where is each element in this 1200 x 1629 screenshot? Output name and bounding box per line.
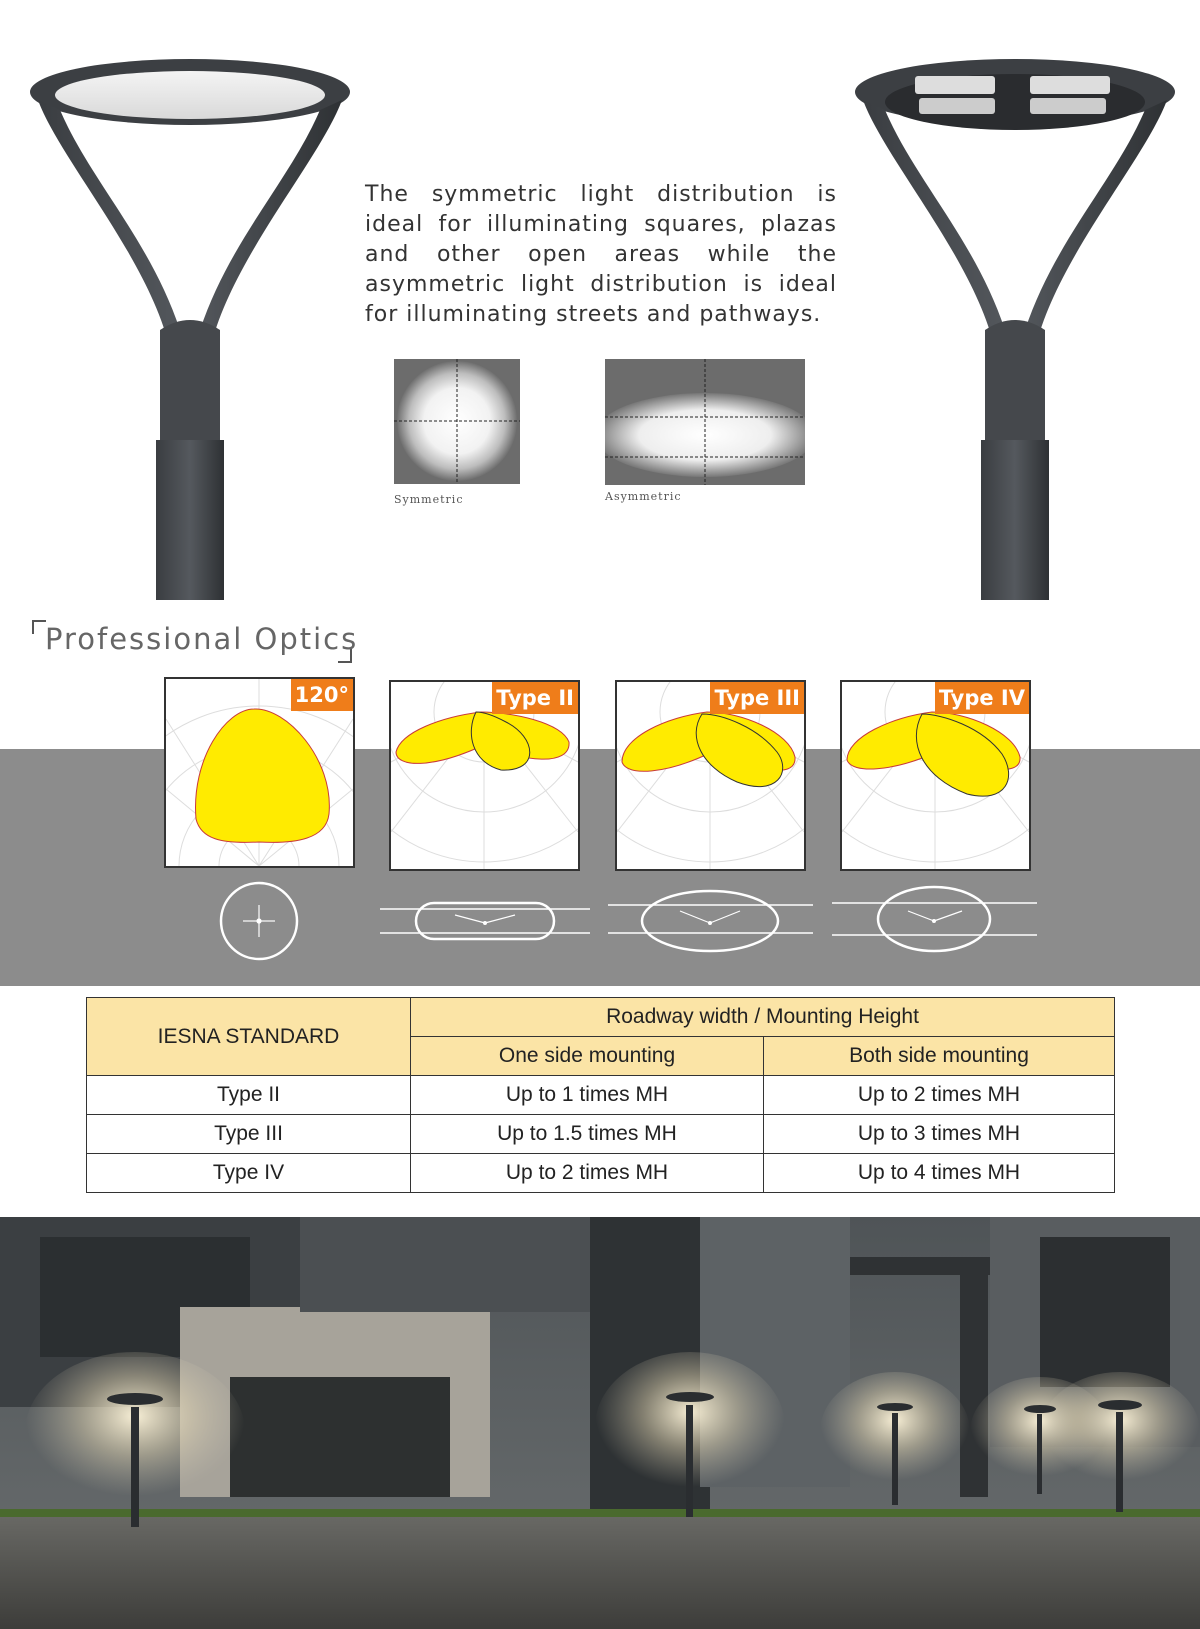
optic-panel-type-ii <box>389 680 580 871</box>
row-both-side: Up to 3 times MH <box>764 1115 1115 1154</box>
symmetric-distribution-image <box>394 359 520 484</box>
optic-panel-type-iii <box>615 680 806 871</box>
asymmetric-distribution-image <box>605 359 805 485</box>
one-side-header: One side mounting <box>411 1037 764 1076</box>
both-side-header: Both side mounting <box>764 1037 1115 1076</box>
row-type: Type II <box>87 1076 411 1115</box>
optic-tag-type-iii: Type III <box>710 682 804 714</box>
optic-tag-120: 120° <box>291 679 353 711</box>
symmetric-label: Symmetric <box>394 493 464 506</box>
row-one-side: Up to 1.5 times MH <box>411 1115 764 1154</box>
table-row <box>87 1154 1115 1193</box>
optic-panel-type-iv <box>840 680 1031 871</box>
layout-icon-type-iii <box>608 887 813 955</box>
section-title: Professional Optics <box>45 622 359 656</box>
row-one-side: Up to 1 times MH <box>411 1076 764 1115</box>
row-both-side: Up to 4 times MH <box>764 1154 1115 1193</box>
optic-panel-120 <box>164 677 355 868</box>
asymmetric-label: Asymmetric <box>605 490 682 503</box>
table-row <box>87 1076 1115 1115</box>
layout-icon-symmetric <box>218 880 300 962</box>
roadway-header: Roadway width / Mounting Height <box>411 998 1115 1037</box>
intro-text: The symmetric light distribution is ideal for illuminating squares, plazas and other open areas while the asymmetric light distribution is ideal for illuminating streets and pathways. <box>365 182 837 327</box>
optic-tag-type-ii: Type II <box>492 682 578 714</box>
row-one-side: Up to 2 times MH <box>411 1154 764 1193</box>
layout-icon-type-iv <box>832 885 1037 955</box>
lamp-front-render <box>20 30 365 600</box>
night-scene-photo <box>0 1217 1200 1629</box>
table-row <box>87 1115 1115 1154</box>
optic-tag-type-iv: Type IV <box>935 682 1029 714</box>
row-type: Type III <box>87 1115 411 1154</box>
lamp-underside-render <box>845 30 1190 600</box>
iesna-table <box>86 997 1115 1193</box>
row-both-side: Up to 2 times MH <box>764 1076 1115 1115</box>
iesna-header: IESNA STANDARD <box>87 998 411 1076</box>
layout-icon-type-ii <box>380 893 590 949</box>
row-type: Type IV <box>87 1154 411 1193</box>
